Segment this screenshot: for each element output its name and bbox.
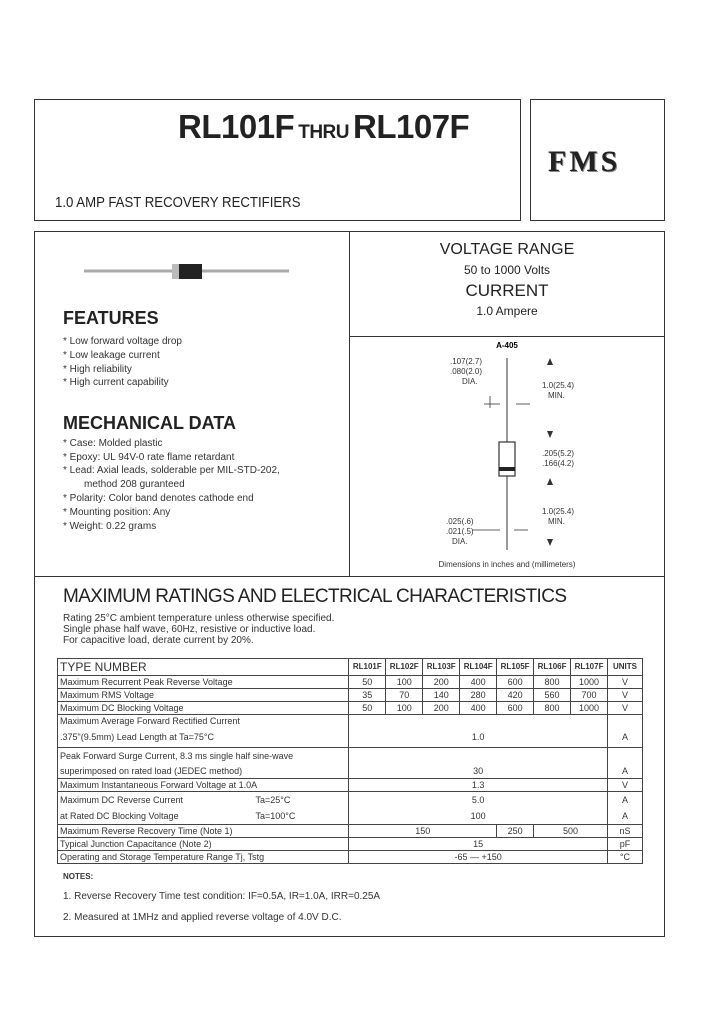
feature-item: * Low forward voltage drop xyxy=(63,336,182,347)
table-row: Peak Forward Surge Current, 8.3 ms single half sine-wave xyxy=(58,748,643,765)
mechanical-item: * Case: Molded plastic xyxy=(63,438,163,449)
column-header: RL102F xyxy=(386,659,423,676)
note-item: 1. Reverse Recovery Time test condition: IF=0.5A, IR=1.0A, IRR=0.25A xyxy=(63,891,381,902)
mechanical-item: * Lead: Axial leads, solderable per MIL-STD-202, xyxy=(63,465,280,476)
package-cathode-band xyxy=(499,467,515,471)
column-header: RL107F xyxy=(571,659,608,676)
dim-len-bot: 1.0(25.4) xyxy=(542,507,575,516)
table-row: Maximum Average Forward Rectified Current xyxy=(58,715,643,728)
diode-illustration xyxy=(84,262,294,282)
column-header: RL105F xyxy=(497,659,534,676)
package-name: A-405 xyxy=(496,341,518,350)
table-row: Maximum RMS Voltage 35 70 140 280 420 560 700 V xyxy=(58,689,643,702)
feature-item: * High reliability xyxy=(63,364,132,375)
table-row: Operating and Storage Temperature Range Tj, Tstg -65 — +150 °C xyxy=(58,851,643,864)
dim-min-top: MIN. xyxy=(548,391,565,400)
dim-wire: .025(.6) xyxy=(446,517,474,526)
dim-lead-dia: .107(2.7) xyxy=(450,357,483,366)
features-title: FEATURES xyxy=(63,308,159,328)
page-title xyxy=(178,108,469,146)
rating-note: Single phase half wave, 60Hz, resistive or inductive load. xyxy=(63,624,316,635)
type-number-header: TYPE NUMBER xyxy=(58,659,349,676)
table-row: Typical Junction Capacitance (Note 2) 15 pF xyxy=(58,838,643,851)
table-header-row xyxy=(58,659,643,676)
package-drawing xyxy=(350,338,664,574)
table-row: Maximum Instantaneous Forward Voltage at 1.0A 1.3 V xyxy=(58,779,643,792)
table-row: Maximum DC Reverse Current Ta=25°C 5.0 A xyxy=(58,792,643,809)
dim-body2: .166(4.2) xyxy=(542,459,575,468)
fms-logo: FMS xyxy=(548,145,621,178)
mechanical-title: MECHANICAL DATA xyxy=(63,413,236,433)
ratings-table xyxy=(57,658,643,864)
mechanical-item: * Weight: 0.22 grams xyxy=(63,521,157,532)
arrow-up-icon xyxy=(547,358,553,365)
dim-dia-label: DIA. xyxy=(462,377,478,386)
arrow-up-icon xyxy=(547,478,553,485)
thru-label: THRU xyxy=(298,122,349,143)
column-header: RL106F xyxy=(534,659,571,676)
range-divider xyxy=(349,336,664,337)
column-header: RL101F xyxy=(349,659,386,676)
subtitle: 1.0 AMP FAST RECOVERY RECTIFIERS xyxy=(55,194,301,211)
dim-min-bot: MIN. xyxy=(548,517,565,526)
mechanical-item: * Epoxy: UL 94V-0 rate flame retardant xyxy=(63,452,235,463)
column-header: RL104F xyxy=(460,659,497,676)
column-header: RL103F xyxy=(423,659,460,676)
current-value: 1.0 Ampere xyxy=(476,304,538,318)
rating-note: Rating 25°C ambient temperature unless otherwise specified. xyxy=(63,613,335,624)
mechanical-item: * Mounting position: Any xyxy=(63,507,171,518)
notes-title: NOTES: xyxy=(63,872,94,881)
section-divider xyxy=(35,576,664,577)
arrow-down-icon xyxy=(547,431,553,438)
dim-wire2: .021(.5) xyxy=(446,527,474,536)
dim-wire-label: DIA. xyxy=(452,537,468,546)
table-row: Maximum DC Blocking Voltage 50 100 200 400 600 800 1000 V xyxy=(58,702,643,715)
current-title: CURRENT xyxy=(465,281,549,300)
voltage-range-title: VOLTAGE RANGE xyxy=(439,241,575,258)
dim-body: .205(5.2) xyxy=(542,449,575,458)
mechanical-item: method 208 guranteed xyxy=(84,479,185,490)
package-caption: Dimensions in inches and (millimeters) xyxy=(438,560,576,569)
feature-item: * High current capability xyxy=(63,377,169,388)
part-end: RL107F xyxy=(353,108,470,145)
units-header: UNITS xyxy=(608,659,643,676)
feature-item: * Low leakage current xyxy=(63,350,160,361)
cathode-band xyxy=(172,264,179,279)
table-row: Maximum Recurrent Peak Reverse Voltage 50 100 200 400 600 800 1000 V xyxy=(58,676,643,689)
table-row: at Rated DC Blocking Voltage Ta=100°C 100 A xyxy=(58,808,643,825)
voltage-range-value: 50 to 1000 Volts xyxy=(463,263,551,277)
mechanical-item: * Polarity: Color band denotes cathode end xyxy=(63,493,254,504)
table-row: Maximum Reverse Recovery Time (Note 1) 150 250 500 nS xyxy=(58,825,643,838)
rating-note: For capacitive load, derate current by 20%. xyxy=(63,635,254,646)
table-row: .375"(9.5mm) Lead Length at Ta=75°C 1.0 A xyxy=(58,727,643,748)
dim-lead-dia2: .080(2.0) xyxy=(450,367,483,376)
dim-len-top: 1.0(25.4) xyxy=(542,381,575,390)
note-item: 2. Measured at 1MHz and applied reverse voltage of 4.0V D.C. xyxy=(63,912,342,923)
ratings-title: MAXIMUM RATINGS AND ELECTRICAL CHARACTERISTICS xyxy=(63,586,567,607)
table-row: superimposed on rated load (JEDEC method) 30 A xyxy=(58,764,643,779)
part-start: RL101F xyxy=(178,108,295,145)
arrow-down-icon xyxy=(547,539,553,546)
